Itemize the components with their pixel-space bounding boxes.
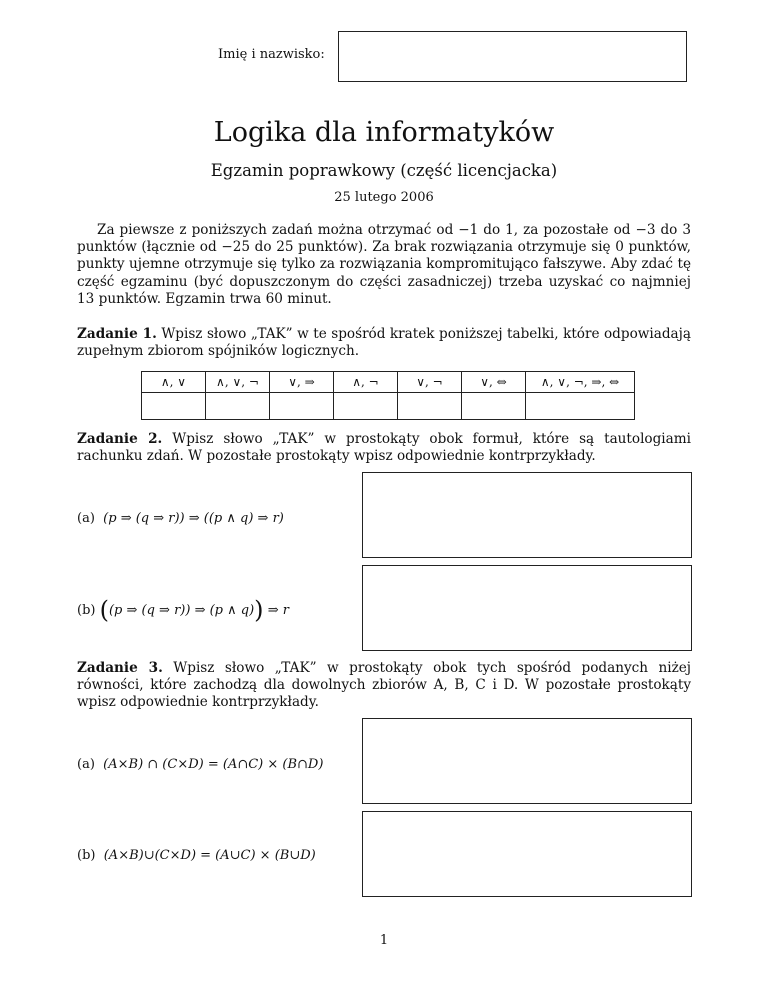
intro-paragraph: Za piewsze z poniższych zadań można otrzymać od −1 do 1, za pozostałe od −3 do 3 punktów (łącznie od −25 do 25 punktów). Za brak rozwiązania otrzymuje się 0 punktów, punkty ujemne otrzymuje się tylko za rozwiązania kompromitująco fałszywe. Aby zdać tę część egzaminu (być dopuszczonym do części zasadniczej) trzeba uzyskać co najmniej 13 punktów. Egzamin trwa 60 minut. [77, 222, 691, 307]
connectives-header: ∨, ⇔ [462, 372, 526, 393]
connectives-header: ∧, ∨, ¬, ⇒, ⇔ [526, 372, 635, 393]
task-3b-item [77, 848, 316, 863]
task-3b-answer-box[interactable] [362, 811, 692, 897]
task-2-text: Wpisz słowo „TAK” w prostokąty obok formuł, które są tautologiami rachunku zdań. W pozostałe prostokąty wpisz odpowiednie kontrprzykłady. [77, 431, 691, 465]
task-3a-formula: (A×B) ∩ (C×D) = (A∩C) × (B∩D) [103, 757, 324, 772]
task-3b-label: (b) [77, 848, 96, 863]
task-2b-formula: (p ⇒ (q ⇒ r)) ⇒ (p ∧ q) [108, 603, 255, 618]
task-2-label: Zadanie 2. [77, 431, 163, 447]
task-2a-item [77, 511, 284, 526]
answer-cell[interactable] [462, 393, 526, 420]
task-3-text: Wpisz słowo „TAK” w prostokąty obok tych spośród podanych niżej równości, które zachodzą dla dowolnych zbiorów A, B, C i D. W pozostałe prostokąty wpisz odpowiednie kontrprzykłady. [77, 660, 691, 711]
answer-cell[interactable] [398, 393, 462, 420]
answer-cell[interactable] [206, 393, 270, 420]
task-2a-label: (a) [77, 511, 95, 526]
task-3 [77, 660, 691, 712]
page-number: 1 [379, 933, 389, 948]
connectives-table [141, 371, 635, 420]
name-input-box[interactable] [338, 31, 687, 82]
page-title: Logika dla informatyków [213, 117, 555, 148]
connectives-header: ∧, ¬ [334, 372, 398, 393]
answer-cell[interactable] [142, 393, 206, 420]
task-2b-label: (b) [77, 603, 96, 618]
answer-cell[interactable] [526, 393, 635, 420]
task-3-label: Zadanie 3. [77, 660, 163, 676]
task-2b-answer-box[interactable] [362, 565, 692, 651]
connectives-header: ∨, ¬ [398, 372, 462, 393]
exam-date: 25 lutego 2006 [334, 190, 434, 205]
task-2a-formula: (p ⇒ (q ⇒ r)) ⇒ ((p ∧ q) ⇒ r) [103, 511, 284, 526]
task-1-text: Wpisz słowo „TAK” w te spośród kratek poniższej tabelki, które odpowiadają zupełnym zbiorom spójników logicznych. [77, 326, 691, 360]
task-2b-tail: ⇒ r [267, 603, 289, 618]
connectives-header: ∧, ∨ [142, 372, 206, 393]
task-2b-item [77, 596, 289, 624]
answer-cell[interactable] [270, 393, 334, 420]
task-2b-close-paren: ) [254, 596, 264, 624]
task-3b-formula: (A×B)∪(C×D) = (A∪C) × (B∪D) [103, 848, 316, 863]
task-1-label: Zadanie 1. [77, 326, 157, 342]
name-label: Imię i nazwisko: [218, 47, 325, 62]
page-subtitle: Egzamin poprawkowy (część licencjacka) [210, 161, 558, 180]
task-3a-answer-box[interactable] [362, 718, 692, 804]
connectives-header: ∨, ⇒ [270, 372, 334, 393]
connectives-header: ∧, ∨, ¬ [206, 372, 270, 393]
task-2b-open-paren: ( [99, 596, 109, 624]
task-3a-item [77, 757, 323, 772]
task-3a-label: (a) [77, 757, 95, 772]
task-2a-answer-box[interactable] [362, 472, 692, 558]
answer-cell[interactable] [334, 393, 398, 420]
task-1 [77, 326, 691, 360]
task-2 [77, 431, 691, 465]
